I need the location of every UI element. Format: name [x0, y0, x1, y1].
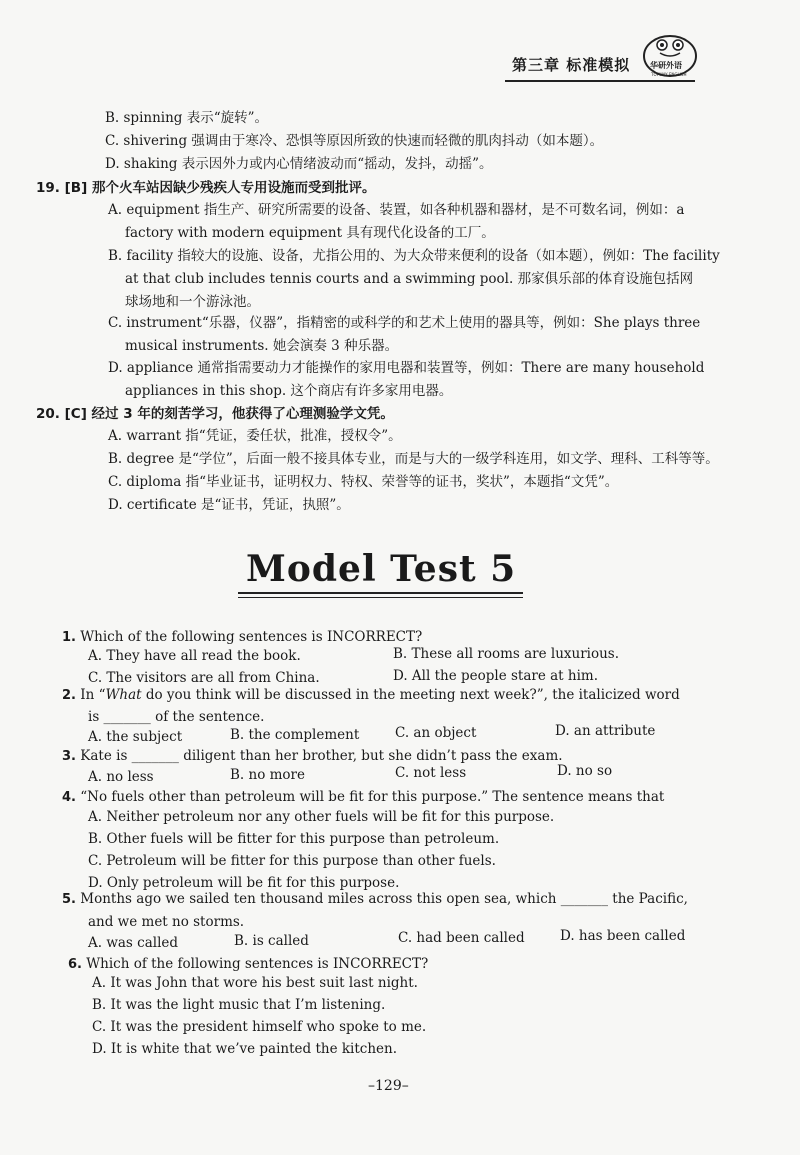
option: A. Neither petroleum nor any other fuels will be fit for this purpose. — [88, 809, 555, 825]
explanation-line: D. appliance 通常指需要动力才能操作的家用电器和装置等，例如：There are many household — [108, 360, 705, 376]
option: D. an attribute — [555, 723, 656, 739]
option: B. no more — [230, 767, 305, 783]
option: A. It was John that wore his best suit last night. — [92, 975, 418, 991]
option: D. All the people stare at him. — [393, 668, 599, 684]
option: A. the subject — [88, 729, 183, 745]
question-number: 1. — [62, 630, 76, 645]
question-stem: “No fuels other than petroleum will be fit for this purpose.” The sentence means that — [80, 789, 665, 805]
section-title-box — [238, 548, 528, 604]
question-5 — [62, 888, 688, 911]
option: C. an object — [395, 725, 477, 741]
option: D. has been called — [560, 928, 686, 944]
question-number: 2. — [62, 688, 76, 703]
explanation-line: A. warrant 指“凭证，委任状，批准，授权令”。 — [108, 428, 402, 444]
option: C. had been called — [398, 930, 525, 946]
option: D. no so — [557, 763, 613, 779]
question-number: 3. — [62, 749, 76, 764]
question-stem: Which of the following sentences is INCORRECT? — [86, 956, 429, 972]
page-number: –129– — [368, 1078, 409, 1094]
explanation-line: B. degree 是“学位”，后面一般不接具体专业，而是与大的一级学科连用，如文学、理科、工科等等。 — [108, 451, 719, 467]
option: B. the complement — [230, 727, 360, 743]
explanation-line: C. instrument“乐器，仪器”，指精密的或科学的和艺术上使用的器具等，例如：She plays three — [108, 315, 701, 331]
question-6 — [68, 953, 428, 976]
question-3 — [62, 745, 563, 768]
option: D. Only petroleum will be fit for this purpose. — [88, 875, 400, 891]
option: D. It is white that we’ve painted the kitchen. — [92, 1041, 398, 1057]
continued-option: D. shaking 表示因外力或内心情绪波动而“摇动，发抖，动摇”。 — [105, 156, 493, 172]
question-1 — [62, 626, 422, 649]
option: A. no less — [88, 769, 154, 785]
question-stem: Which of the following sentences is INCORRECT? — [80, 629, 423, 645]
header-rule — [505, 80, 695, 82]
option: A. They have all read the book. — [88, 648, 301, 664]
explanation-line: at that club includes tennis courts and a swimming pool. 那家俱乐部的体育设施包括网 — [125, 271, 694, 287]
question-number: 4. — [62, 790, 76, 805]
option: C. Petroleum will be fitter for this purpose than other fuels. — [88, 853, 496, 869]
question-4 — [62, 786, 664, 809]
continued-option: C. shivering 强调由于寒冷、恐惧等原因所致的快速而轻微的肌肉抖动（如本题）。 — [105, 133, 604, 149]
question-stem: Months ago we sailed ten thousand miles across this open sea, which _______ the Pacific, — [80, 891, 688, 907]
explanation-heading-19: 19. [B] 那个火车站因缺少残疾人专用设施而受到批评。 — [36, 180, 376, 196]
explanation-line: D. certificate 是“证书，凭证，执照”。 — [108, 497, 350, 513]
logo-text: 华研外语 — [650, 61, 682, 70]
option: B. It was the light music that I’m listening. — [92, 997, 386, 1013]
question-stem-line2: and we met no storms. — [88, 914, 245, 930]
explanation-line: factory with modern equipment 具有现代化设备的工厂。 — [125, 225, 495, 241]
explanation-line: B. facility 指较大的设施、设备，尤指公用的、为大众带来便利的设备（如本题），例如：The facility — [108, 248, 720, 264]
question-2 — [62, 684, 680, 707]
question-stem: Kate is _______ diligent than her brother, but she didn’t pass the exam. — [80, 748, 563, 764]
question-number: 5. — [62, 892, 76, 907]
explanation-line: appliances in this shop. 这个商店有许多家用电器。 — [125, 383, 453, 399]
question-stem-prefix: In “ — [80, 687, 106, 703]
question-number: 6. — [68, 957, 82, 972]
option: B. Other fuels will be fitter for this purpose than petroleum. — [88, 831, 500, 847]
option: C. It was the president himself who spoke to me. — [92, 1019, 427, 1035]
publisher-logo — [642, 34, 698, 78]
continued-option: B. spinning 表示“旋转”。 — [105, 110, 269, 126]
explanation-heading-20: 20. [C] 经过 3 年的刻苦学习，他获得了心理测验学文凭。 — [36, 406, 394, 422]
explanation-line: A. equipment 指生产、研究所需要的设备、装置，如各种机器和器材，是不可数名词，例如：a — [108, 202, 685, 218]
option: B. These all rooms are luxurious. — [393, 646, 620, 662]
section-title: Model Test 5 — [246, 548, 517, 590]
question-stem-line2: is _______ of the sentence. — [88, 709, 265, 725]
question-stem-italic: What — [105, 687, 142, 703]
chapter-title: 第三章 标准模拟 — [512, 56, 631, 74]
option: B. is called — [234, 933, 309, 949]
option: A. was called — [88, 935, 179, 951]
logo-subtext: TOPWAY ENGLISH — [651, 72, 687, 77]
option: C. not less — [395, 765, 467, 781]
explanation-line: 球场地和一个游泳池。 — [125, 294, 260, 310]
title-underline — [238, 592, 523, 598]
option: C. The visitors are all from China. — [88, 670, 320, 686]
explanation-line: C. diploma 指“毕业证书，证明权力、特权、荣誉等的证书，奖状”，本题指“文凭”。 — [108, 474, 619, 490]
explanation-line: musical instruments. 她会演奏 3 种乐器。 — [125, 338, 399, 354]
question-stem-suffix: do you think will be discussed in the meeting next week?”, the italicized word — [141, 687, 680, 703]
